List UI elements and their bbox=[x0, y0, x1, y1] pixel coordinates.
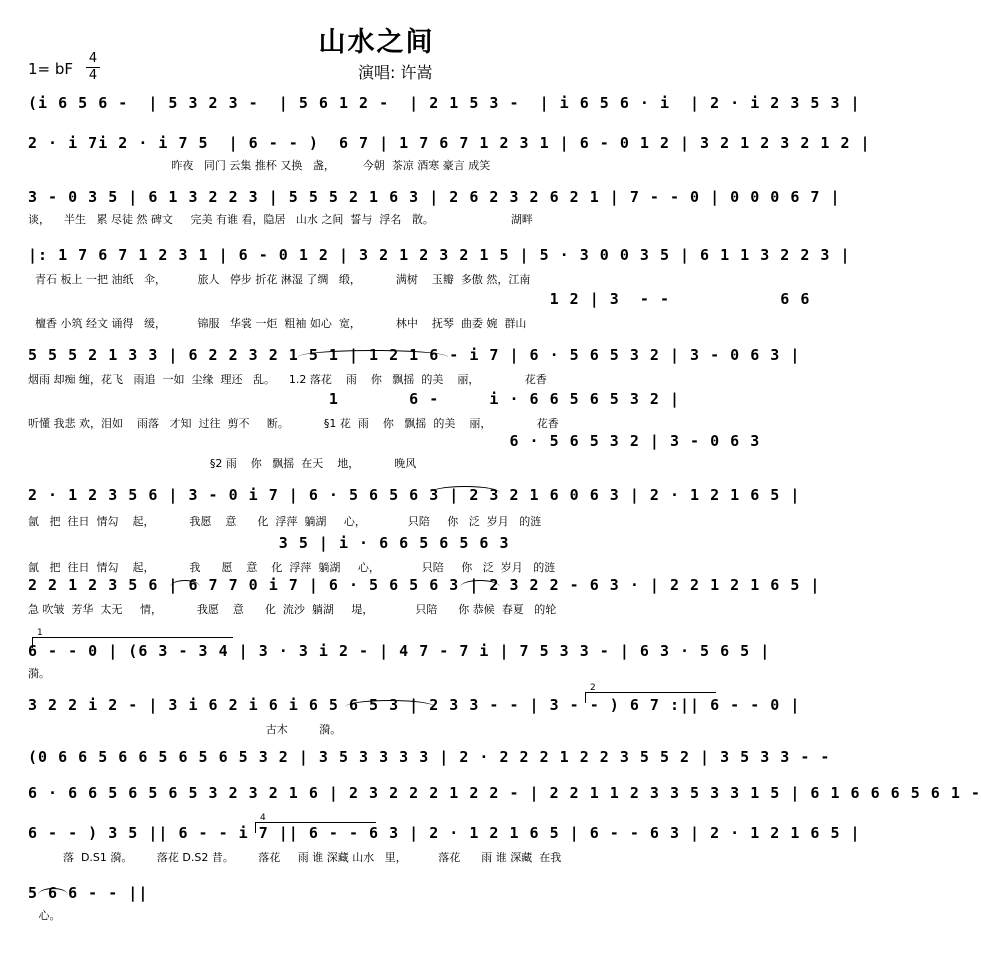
lyric-line: §2 雨 你 飘摇 在天 地， 晚风 bbox=[28, 457, 417, 470]
notation-line: 5 6 6 - - || bbox=[28, 884, 149, 902]
lyric-line: 古木 漪。 bbox=[28, 723, 342, 736]
lyric-line: 氤 把 往日 情勾 起， 我愿 意 化 浮萍 躺湖 心， 只陪 你 泛 岁月 的涟 bbox=[28, 515, 542, 528]
singer-credit: 演唱: 许嵩 bbox=[358, 63, 433, 82]
lyric-line: 听懂 我悲 欢，泪如 雨落 才知 过往 剪不 断。 §1 花 雨 你 飘摇 的美 丽， 花香 bbox=[28, 417, 559, 430]
lyric-line: 烟雨 却痴 缠，花飞 雨追 一如 尘缘 理还 乱。 1.2 落花 雨 你 飘摇 的美 丽， 花香 bbox=[28, 373, 547, 386]
notation-line: 1 2 | 3 - - 6 6 bbox=[28, 290, 811, 308]
notation-line: 2 · i 7i 2 · i 7 5 | 6 - - ) 6 7 | 1 7 6 7 1 2 3 1 | 6 - 0 1 2 | 3 2 1 2 3 2 1 2 | bbox=[28, 134, 871, 152]
notation-line: 3 - 0 3 5 | 6 1 3 2 2 3 | 5 5 5 2 1 6 3 | 2 6 2 3 2 6 2 1 | 7 - - 0 | 0 0 0 6 7 | bbox=[28, 188, 841, 206]
lyric-line: 漪。 bbox=[28, 667, 50, 680]
notation-line: 3 2 2 i 2 - | 3 i 6 2 i 6 i 6 5 6 5 3 | 2 3 3 - - | 3 - - ) 6 7 :|| 6 - - 0 | bbox=[28, 696, 801, 714]
notation-line: 6 - - 0 | (6 3 - 3 4 | 3 · 3 i 2 - | 4 7 - 7 i | 7 5 3 3 - | 6 3 · 5 6 5 | bbox=[28, 642, 771, 660]
notation-line: 6 · 5 6 5 3 2 | 3 - 0 6 3 bbox=[28, 432, 761, 450]
notation-line: 3 5 | i · 6 6 5 6 5 6 3 bbox=[28, 534, 510, 552]
lyric-line: 谈， 半生 累 尽徒 然 碑文 完美 有谁 看，隐居 山水 之间 誓与 浮名 散。 湖畔 bbox=[28, 213, 533, 226]
slur bbox=[430, 486, 500, 493]
notation-line: 1 6 - i · 6 6 5 6 5 3 2 | bbox=[28, 390, 680, 408]
lyric-line: 檀香 小筑 经文 诵得 缓， 锦服 华裳 一炬 粗袖 如心 宽， 林中 抚琴 曲委 婉 群山 bbox=[28, 317, 527, 330]
notation-line: 6 · 6 6 5 6 5 6 5 3 2 3 2 1 6 | 2 3 2 2 2 1 2 2 - | 2 2 1 1 2 3 3 5 3 3 1 5 | 6 1 6 6 6 5 6 1 - bbox=[28, 784, 981, 802]
key-signature: 1= bF bbox=[28, 60, 74, 78]
slur bbox=[298, 350, 448, 357]
time-signature bbox=[86, 52, 100, 83]
volta-1: 1 bbox=[32, 637, 233, 648]
lyric-line: 落 D.S1 漪。 落花 D.S2 昔。 落花 雨 谁 深藏 山水 里， 落花 雨 谁 深藏 在我 bbox=[28, 851, 562, 864]
lyric-line: 氤 把 往日 情勾 起， 我 愿 意 化 浮萍 躺湖 心， 只陪 你 泛 岁月 的涟 bbox=[28, 561, 556, 574]
notation-line: 5 5 5 2 1 3 3 | 6 2 2 3 2 1 5 1 | 1 2 1 6 - i 7 | 6 · 5 6 5 3 2 | 3 - 0 6 3 | bbox=[28, 346, 801, 364]
notation-line: (0 6 6 5 6 6 5 6 5 6 5 3 2 | 3 5 3 3 3 3 | 2 · 2 2 2 1 2 2 3 5 5 2 | 3 5 3 3 - - bbox=[28, 748, 831, 766]
notation-line: 2 2 1 2 3 5 6 | 6 7 7 0 i 7 | 6 · 5 6 5 6 3 | 2 3 2 2 - 6 3 · | 2 2 1 2 1 6 5 | bbox=[28, 576, 821, 594]
notation-line: (i 6 5 6 - | 5 3 2 3 - | 5 6 1 2 - | 2 1 5 3 - | i 6 5 6 · i | 2 · i 2 3 5 3 | bbox=[28, 94, 861, 112]
slur bbox=[345, 700, 435, 707]
slur bbox=[460, 580, 500, 587]
volta-4: 4 bbox=[255, 822, 376, 833]
notation-line: |: 1 7 6 7 1 2 3 1 | 6 - 0 1 2 | 3 2 1 2 3 2 1 5 | 5 · 3 0 0 3 5 | 6 1 1 3 2 2 3 | bbox=[28, 246, 851, 264]
meter-bottom: 4 bbox=[88, 68, 98, 83]
song-title: 山水之间 bbox=[318, 27, 435, 58]
lyric-line: 心。 bbox=[28, 909, 61, 922]
lyric-line: 急 吹皱 芳华 太无 情， 我愿 意 化 流沙 躺湖 堤， 只陪 你 恭候 春夏 的轮 bbox=[28, 603, 557, 616]
lyric-line: 昨夜 同门 云集 推杯 又换 盏， 今朝 茶凉 酒寒 豪言 成笑 bbox=[28, 159, 491, 172]
notation-line: 2 · 1 2 3 5 6 | 3 - 0 i 7 | 6 · 5 6 5 6 3 | 2 3 2 1 6 0 6 3 | 2 · 1 2 1 6 5 | bbox=[28, 486, 801, 504]
notation-line: 6 - - ) 3 5 || 6 - - i 7 || 6 - - 6 3 | 2 · 1 2 1 6 5 | 6 - - 6 3 | 2 · 1 2 1 6 5 | bbox=[28, 824, 861, 842]
volta-2: 2 bbox=[585, 692, 716, 703]
meter-top: 4 bbox=[88, 51, 98, 66]
lyric-line: 青石 板上 一把 油纸 伞， 旅人 停步 折花 淋湿 了绸 缎， 满树 玉瓣 多傲 然，江南 bbox=[28, 273, 531, 286]
slur bbox=[170, 580, 200, 587]
slur bbox=[38, 888, 68, 895]
